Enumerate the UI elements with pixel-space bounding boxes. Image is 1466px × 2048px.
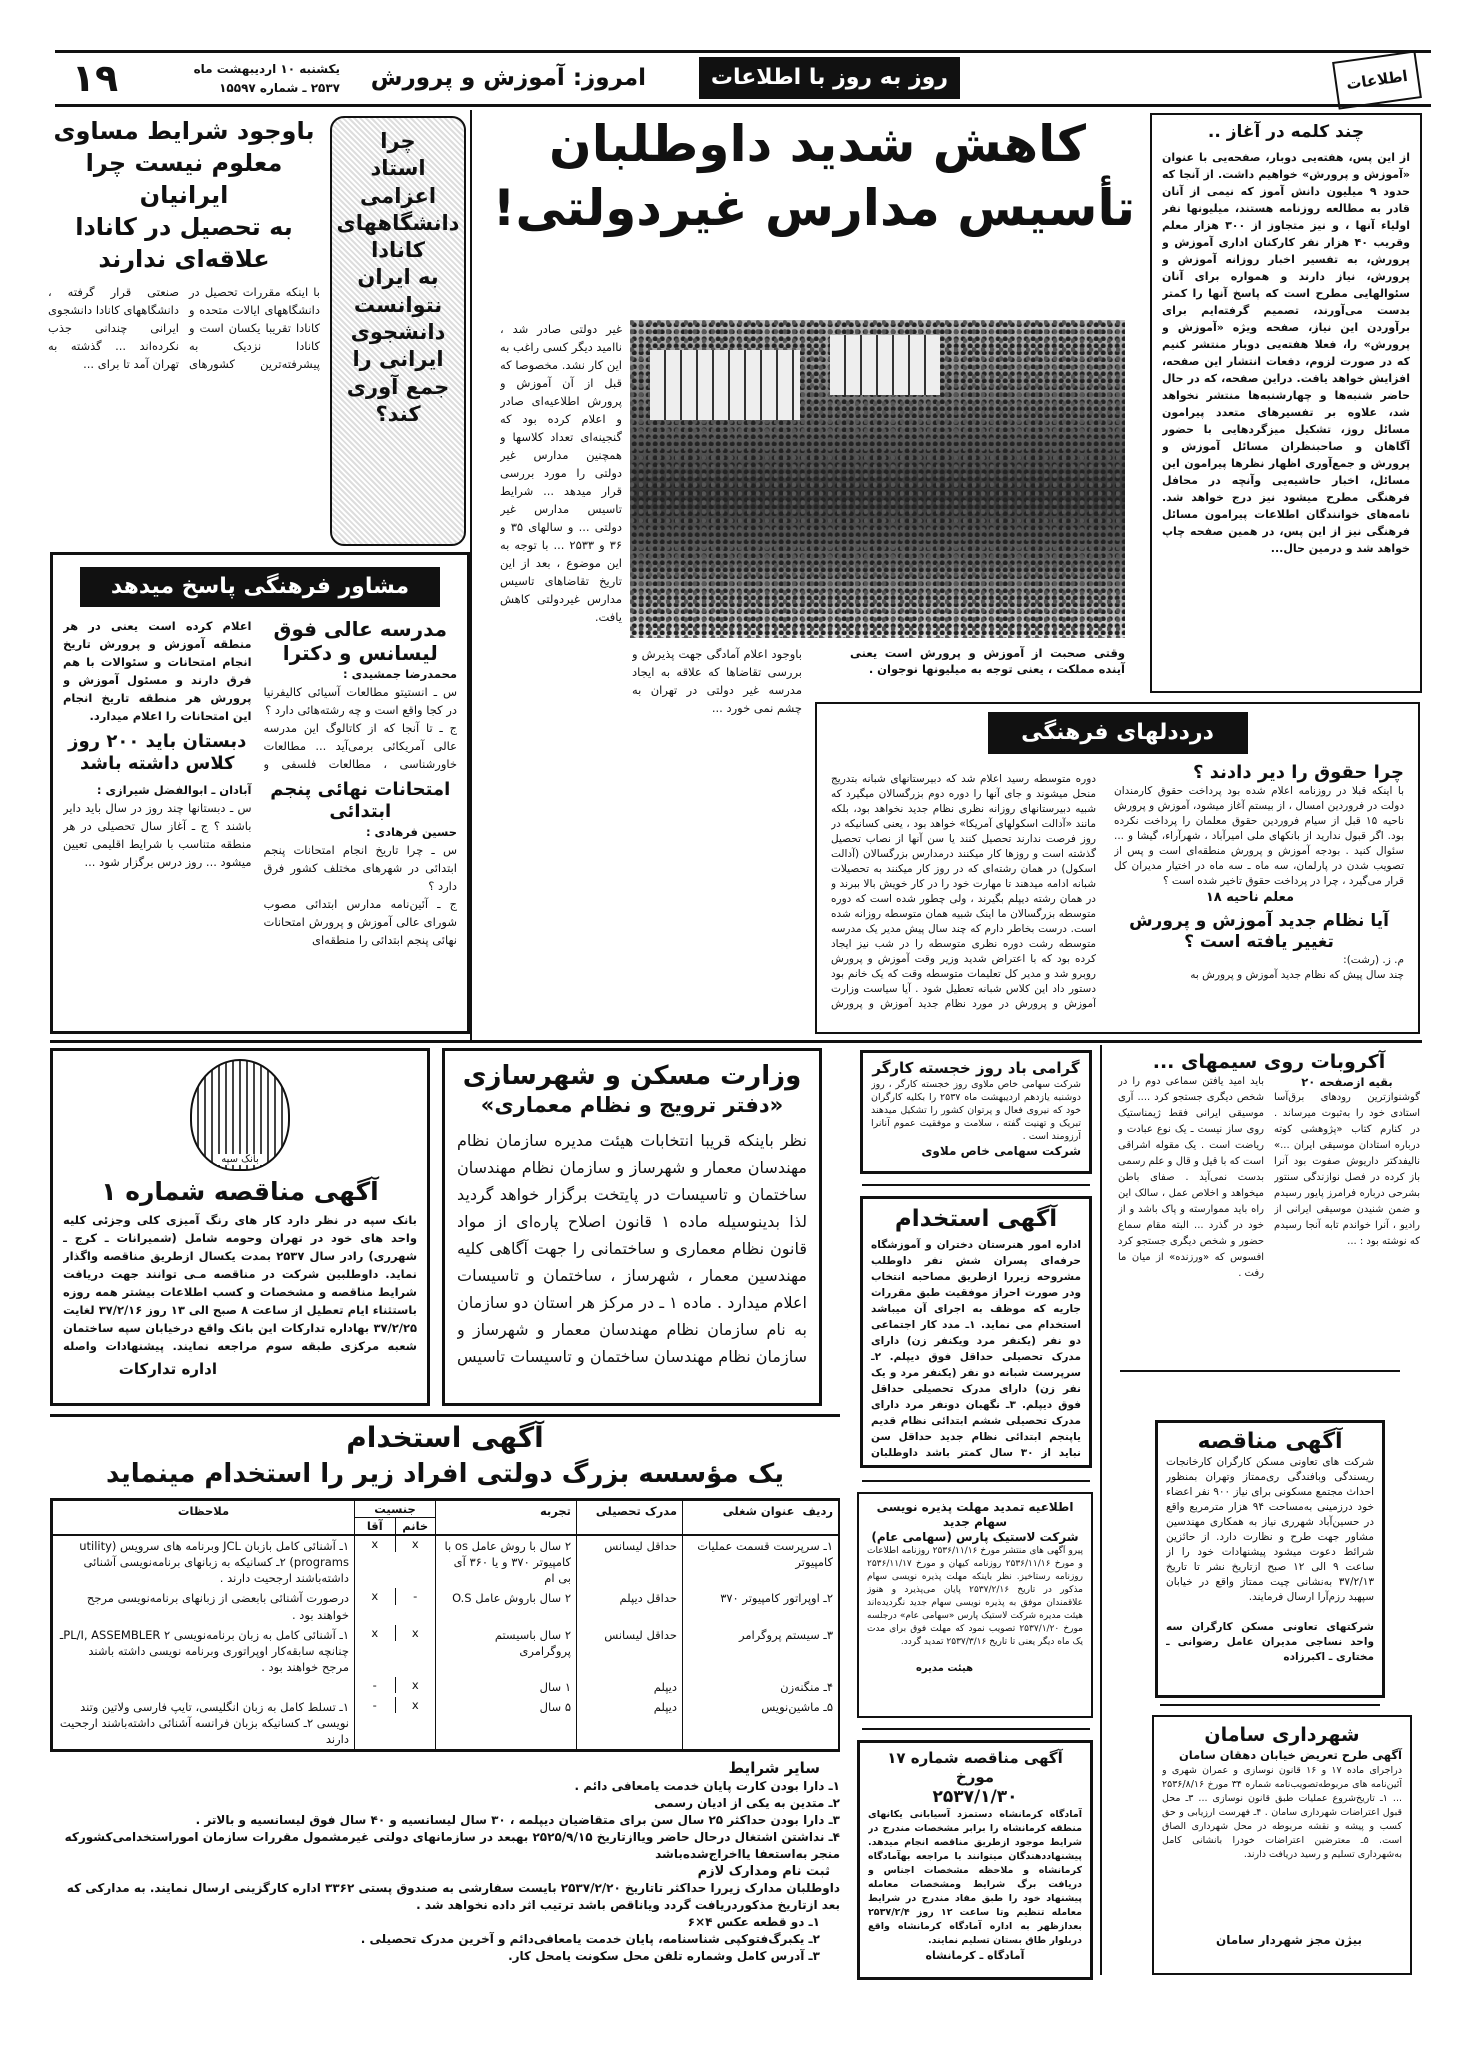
text-line: به ایران bbox=[357, 265, 439, 290]
tender-17-date: ۲۵۳۷/۱/۳۰ bbox=[932, 1787, 1018, 1807]
headline-line: باوجود شرایط مساوی bbox=[53, 117, 315, 145]
column-divider bbox=[1100, 1045, 1102, 1975]
female-header: خانم bbox=[395, 1518, 436, 1534]
intro-column bbox=[1150, 113, 1422, 693]
main-headline-line-2: تأسیس مدارس غیردولتی! bbox=[492, 179, 1135, 237]
complaint-1-body: با اینکه قبلا در روزنامه اعلام شده بود پرداخت حقوق کارمندان دولت در فروردین امسال ، از بیستم آغاز میشود، آموزش و پرورش ناحیه ۱۵ قبل از سیام فروردین حقوق معلمان را پرداخت نکرده بود. اگر قبول ندارید از بانکهای ملی امیرآباد ، شهرآراء، گیشا و ... سئوال کنید . بودجه آموزش و پرورش منطقه‌ای است و پس از تصویب شدن در پارلمان، سه ماه ـ سه ماه در اختیار مدیران کل قرار می‌گیرد ، چرا در پرداخت حقوق تاخیر شده است ؟ bbox=[1114, 785, 1404, 887]
condition-item: ۳ـ دارا بودن حداکثر ۲۵ سال سن برای متقاضیان دیپلمه ، ۳۰ سال لیسانسیه و ۴۰ سال فوق لیسانسیه و بالاتر . bbox=[195, 1813, 840, 1828]
bank-emblem bbox=[190, 1059, 290, 1171]
complaints-columns bbox=[831, 762, 1404, 1012]
female-cell: x bbox=[395, 1697, 436, 1713]
complaints-section bbox=[815, 702, 1420, 1034]
school-hiring-ad bbox=[860, 1196, 1092, 1468]
advisor-section bbox=[50, 552, 470, 1034]
education-cell: حداقل لیسانس bbox=[577, 1625, 683, 1677]
advisor-q2-title: امتحانات نهائی پنجم ابتدائی bbox=[270, 779, 451, 822]
page-number: ۱۹ bbox=[71, 56, 119, 100]
text-line: کند؟ bbox=[375, 401, 421, 426]
complaint-2-body-cont: دوره متوسطه رسید اعلام شد که دبیرستانهای شبانه بتدریج منحل میشوند و جای آنها را دوره دوم بزرگسالان میگیرد که شبیه دبیرستانهای روزانه نظری نظام جدید نخواهد بود، بلکه مانند «آدالت اسکولهای آمریکا» خواهد بود ، یعنی کسانیکه در روز فرصت ندارند تحصیل کنند یا سن آنها از نصاب تحصیل گذشته است و روزها کار میکنند درمدارس بزرگسالان (آدالت اسکول) در همان رشته‌ای که در روز کار میکنند به تحصیلات شبانه ادامه میدهند تا مهارت خود را در کار خویش بالا ببرند و در همان رشته دیپلم بگیرند ، ولی چطور شده است که دوره متوسطه بزرگسالان ما اینک شبیه همان متوسطه روزانه شده است. درست بخاطر دارم که چند سال پیش مدیر یک مدرسه متوسطه رشت دوره نظری متوسطه را در شب نیز ایجاد کرده بود که با اعتراض شدید وزیر وقت آموزش و پرورش روبرو شد و مدیر کل تعلیمات متوسطه وقت که یک خانم بود دستور داد این کلاس شبانه تعطیل شود . آیا سیاست وزارت آموزش و پرورش در مورد نظام جدید آموزش و پرورش bbox=[831, 773, 1096, 1010]
canada-article-headline bbox=[48, 115, 320, 275]
male-cell: - bbox=[372, 1698, 377, 1713]
shares-notice-title: اطلاعیه تمدید مهلت پذیره نویسی سهام جدید bbox=[876, 1500, 1074, 1529]
col-header-education: مدرک تحصیلی bbox=[577, 1501, 683, 1535]
hiring-ad-subtitle: یک مؤسسه بزرگ دولتی افراد زیر را استخدام مینماید bbox=[106, 1459, 784, 1489]
experience-cell: ۲ سال باروش عامل O.S bbox=[436, 1588, 577, 1624]
advisor-column-right bbox=[264, 617, 457, 949]
advisor-q2-answer-cont: اعلام کرده است یعنی در هر منطقه آموزش و پرورش تاریخ انجام امتحانات و سئوالات با هم فرق دارند و مسئول آموزش و پرورش هر منطقه تاریخ انجام این امتحانات را اعلام میدارد. bbox=[63, 619, 252, 723]
document-item: ۲ـ یکبرگ‌فتوکپی شناسنامه، پایان خدمت یامعافی‌دائم و آخرین مدرک تحصیلی . bbox=[360, 1932, 820, 1947]
text-line: کانادا bbox=[371, 238, 425, 263]
coop-tender-title: آگهی مناقصه bbox=[1197, 1429, 1343, 1454]
photo-building bbox=[830, 335, 940, 395]
condition-item: ۲ـ متدین به یکی از ادیان رسمی bbox=[654, 1796, 840, 1811]
acrobat-body-right: گوشنوازترین رودهای برق‌آسا استادی خود را به‌ثبوت میرساند . در کنارم کتاب «پژوهشی کوته درباره استادان موسیقی ایران ...» نالیفدکتر داریوش صفوت بود آنرا باز کرده در فصل نوازندگی سنتور بشرحی درباره فرامرز پایور رسیدم و ضمن شنیدن موسیقی ایرانی از رادیو ، آنرا خواندم تابه آنجا رسیدم که نوشته بود : ... bbox=[1274, 1092, 1420, 1247]
ministry-ad-title: وزارت مسکن و شهرسازی bbox=[462, 1061, 802, 1091]
text-line: نتوانست bbox=[353, 292, 443, 317]
tender-17-signature: آمادگاه ـ کرمانشاه bbox=[925, 1949, 1025, 1962]
male-cell: x bbox=[371, 1589, 379, 1604]
complaint-1-signature: معلم ناحیه ۱۸ bbox=[1205, 890, 1294, 905]
advisor-columns bbox=[63, 617, 457, 949]
job-cell: ۵ـ ماشین‌نویس bbox=[683, 1697, 839, 1749]
advisor-title: مشاور فرهنگی پاسخ میدهد bbox=[80, 567, 440, 607]
gender-cell bbox=[355, 1697, 436, 1749]
section-name: امروز: آموزش و پرورش bbox=[370, 65, 646, 91]
canada-article-body: با اینکه مقررات تحصیل در دانشگاههای ایالات متحده و کانادا تقریبا یکسان است و کانادا نزدیک به پیشرفته‌ترین کشورهای صنعتی قرار گرفته ، دانشگاههای کانادا دانشجوی ایرانی چندانی جذب نکرده‌اند ... گذشته به تهران آمد تا برای ... bbox=[48, 285, 320, 371]
documents-title: ثبت نام ومدارک لازم bbox=[697, 1864, 830, 1880]
ad-divider bbox=[1160, 1704, 1380, 1706]
notes-cell bbox=[53, 1677, 355, 1697]
male-cell: - bbox=[372, 1677, 377, 1692]
notes-cell: ۱ـ تسلط کامل به زبان انگلیسی، تایپ فارسی ولاتین وتند نویسی ۲ـ کسانیکه بزبان فرانسه آشنائی داشته‌باشند ارجحیت دارند bbox=[53, 1697, 355, 1749]
kermanshah-tender-ad bbox=[857, 1740, 1093, 1980]
saman-signature: بیژن مجز شهردار سامان bbox=[1215, 1933, 1362, 1947]
bank-ad-body: بانک سپه در نظر دارد کار های رنگ آمیزی کلی وجزئی کلیه واحد های خود در تهران وحومه شامل (شمیرانات ـ کرج ـ شهرری) رادر سال ۲۵۳۷ بمدت یکسال ازطریق مناقصه واگذار نماید. داوطلبین شرکت در مناقصه مـی توانند جهت دریافت شرایط مناقصه و مشخصات و کسب اطلاعات بیشتر همه روزه باستثناء ایام تعطیل از ساعت ۸ صبح الی ۱۳ روز ۳۷/۲/۱۶ لغایت ۳۷/۲/۲۵ بهاداره تدارکات این بانک واقع درخیابان سپه ساختمان شعبه مرکزی طبقه سوم مراجعه نمایند. پیشنهادات واصله bbox=[63, 1213, 417, 1353]
main-article-column-2: باوجود اعلام آمادگی جهت پذیرش و بررسی تقاضاها که علاقه به ایجاد مدرسه غیر دولتی در تهران به چشم نمی خورد ... bbox=[632, 647, 802, 715]
housing-coop-tender-ad bbox=[1155, 1420, 1385, 1698]
masthead-top-rule bbox=[55, 50, 1431, 53]
school-hiring-body: اداره امور هنرستان دختران و آموزشگاه حرفه‌ای پسران شش نفر داوطلب مشروحه زیررا ازطریق مصاحبه انتخاب ودر صورت احراز موفقیت طبق مقررات جاریه که موظف به اجرای آن میباشد استخدام می نماید. ۱ـ مدد کار اجتماعی دو نفر (یکنفر مرد ویکنفر زن) دارای مدرک تحصیلی حداقل فوق دیپلم. ۲ـ سرپرست شبانه دو نفر (یکنفر مرد و یک نفر زن) دارای مدرک تحصیلی حداقل فوق دیپلم. ۳ـ نگهبان دونفر مرد دارای مدرک تحصیلی ششم ابتدائی نظام قدیم یاپنجم ابتدائی نظام جدید حداقل سن نباید از ۳۰ سال کمتر باشد داوطلبان bbox=[871, 1239, 1081, 1459]
text-line: اعزامی bbox=[359, 183, 437, 208]
tender-17-body: آمادگاه کرمانشاه دستمزد آسیابانی یکانهای منطقه کرمانشاه را برابر مشخصات مندرج در شرایط موجود ازطریق مناقصه انجام میدهد. پیشنهاددهندگان میتوانند با مراجعه بهآمادگاه کرمانشاه و ملاحظه مشخصات اجناس و دریافت برگ شرایط ومشخصات معامله پیشنهاد خود را طبق مفاد مندرج در شرایط معامله تنظیم وتا ساعت ۱۲ روز ۲۵۳۷/۲/۴ بعدازظهر به اداره آمادگاه کرمانشاه واقع دربلوار طاق بستان تسلیم نمایند. bbox=[868, 1809, 1082, 1946]
female-cell: x bbox=[395, 1677, 436, 1693]
newspaper-logo: اطلاعات bbox=[1332, 50, 1422, 109]
advisor-q3-title: دبستان باید ۲۰۰ روز کلاس داشته باشد bbox=[68, 731, 247, 774]
advisor-q1-answer: ج ـ تا آنجا که از کاتالوگ این مدرسه عالی آمریکائی برمی‌آید ... مطالعات خاورشناسی ، مطالعات فلسفی و bbox=[263, 721, 457, 771]
labor-day-ad bbox=[860, 1050, 1092, 1174]
advisor-q2-answer: ج ـ آئین‌نامه مدارس ابتدائی مصوب شورای عالی آموزش و پرورش امتحانات نهائی پنجم ابتدائی را منطقه‌ای bbox=[263, 897, 457, 947]
document-item: ۱ـ دو قطعه عکس ۴×۶ bbox=[687, 1915, 820, 1930]
saman-municipality-ad bbox=[1152, 1715, 1412, 1975]
hiring-ad-title: آگهی استخدام bbox=[346, 1421, 544, 1454]
job-cell: ۱ـ سرپرست قسمت عملیات کامپیوتر bbox=[683, 1535, 839, 1588]
ministry-ad-subtitle: «دفتر ترویج و نظام معماری» bbox=[480, 1093, 784, 1117]
advisor-q1-title: مدرسه عالی فوق لیسانس و دکترا bbox=[273, 617, 448, 665]
male-cell: x bbox=[371, 1537, 379, 1552]
hiring-ad bbox=[50, 1420, 840, 1965]
acrobat-title: آکروبات روی سیمهای ... bbox=[1152, 1051, 1386, 1073]
notes-cell: ۱ـ آشنائی کامل به زبان برنامه‌نویسی PL/I, ASSEMBLER ۲ـ چنانچه سابقه‌کار اوپراتوری وبرنامه نویسی داشته باشند مرجح خواهند بود . bbox=[53, 1625, 355, 1677]
section-divider bbox=[50, 1040, 1422, 1043]
advisor-q2-question: س ـ چرا تاریخ انجام امتحانات پنجم ابتدائی در شهرهای مختلف کشور فرق دارد ؟ bbox=[263, 843, 457, 893]
notes-cell: ۱ـ آشنائی کامل بازبان JCL وبرنامه های سرویس (utility programs) ۲ـ کسانیکه به زبانهای برنامه‌نویسی آشنائی داشته‌باشند ارجحیت دارند . bbox=[53, 1535, 355, 1588]
issue-date bbox=[125, 60, 340, 98]
gender-cell bbox=[355, 1535, 436, 1588]
other-conditions bbox=[50, 1758, 840, 1965]
intro-body: از این پس، هفته‌یی دوبار، صفحه‌یی با عنوان «آموزش و پرورش» خواهیم داشت. از آنجا که حدود ۹ میلیون دانش آموز که نیمی از آنان قادر به مطالعه روزنامه هستند، میلیونها نفر اولیاء آنها ، و نیز متجاوز از ۳۰۰ هزار معلم وقریب ۴۰ هزار نفر کارکنان اداری آموزش و پرورش، به تفسیر اخبار روزانه آموزش و پرورش، نیاز دارند و همواره برای آنان سئوالهایی مطرح است که پاسخ آنها را کمتر بدست می‌آورند، تصمیم گرفته‌ایم برای برآوردن این نیاز، صفحه ویژه «آموزش و پرورش» را، فعلا هفته‌یی دوبار منتشر کنیم که در صورت لزوم، دفعات انتشار این صفحه، افزایش خواهد یافت. دراین صفحه، که در حال حاضر شنبه‌ها و چهارشنبه‌ها منتشر نخواهد شد، علاوه بر تفسیرهای متعدد پیرامون مسائل روز، تشکیل میزگردهایی با حضور آگاهان و صاحبنظران مسائل آموزش و پرورش و جمع‌آوری اظهار نظرها پیرامون این مسائل، اخبار حاشیه‌یی وآنچه در محافل فرهنگی مطرح میشود نیز درج خواهد شد. نامه‌های خوانندگان اطلاعات پیرامون مسائل فرهنگی نیز از این پس، در همین صفحه چاپ خواهد شد و درمین حال... bbox=[1162, 150, 1410, 555]
complaints-title: درددلهای فرهنگی bbox=[988, 712, 1248, 754]
photo-caption: وقتی صحبت از آموزش و پرورش است یعنی آینده مملکت ، یعنی توجه به میلیونها نوجوان . bbox=[850, 646, 1125, 676]
experience-cell: ۱ سال bbox=[436, 1677, 577, 1697]
gender-cell bbox=[355, 1677, 436, 1697]
job-cell: ۴ـ منگنه‌زن bbox=[683, 1677, 839, 1697]
saman-body: دراجرای ماده ۱۷ و ۱۶ قانون نوسازی و عمران شهری و آئین‌نامه های مربوطه‌تصویب‌نامه شماره ۳۴ مورخ ۲۵۳۶/۸/۱۶ ... ۱ـ تاریخ‌شروع عملیات طبق قانون نوسازی ... ۳ـ محل قبول اعتراضات شهرداری سامان . ۴ـ فهرست ارزیابی و حق کسب و پیشه و نقشه مربوطه در محل شهرداری الصاق است. ۵ـ معترضین اعتراضات خودرا بانشانی کامل به‌شهرداری تسلیم و رسید دریافت دارند. bbox=[1162, 1765, 1402, 1860]
ad-divider bbox=[862, 1184, 1090, 1186]
experience-cell: ۲ سال با روش عامل os با کامپیوتر ۳۷۰ و یا ۳۶۰ آی بی ام bbox=[436, 1535, 577, 1588]
experience-cell: ۲ سال باسیستم پروگرامری bbox=[436, 1625, 577, 1677]
col-header-row: ردیف bbox=[802, 1504, 833, 1518]
date-line: یکشنبه ۱۰ اردیبهشت ماه bbox=[193, 62, 340, 76]
coop-tender-body: شرکت های تعاونی مسکن کارگران کارخانجات ریسندگی وبافندگی ری‌ممتاز وتهران بمنظور احداث مجتمع مسکونی برای نیاز ۹۰۰ نفر اعضاء خود درزمینی به‌مساحت ۹۴ هزار مترمربع واقع در حسین‌آباد شهرری نیاز به همکاری مهندسین مشاور جهت طرح و نظارت دارد. از حائزین شرائط دعوت میشود پیشنهادات خود را از ساعت ۹ الی ۱۲ صبح ازتاریخ نشر تا تاریخ ۳۷/۲/۱۳ به‌نشانی چیت ممتاز واقع در خیابان سپهبد رزم‌آرا ارسال فرمایند. bbox=[1166, 1456, 1374, 1603]
gender-cell bbox=[355, 1588, 436, 1624]
male-header: آقا bbox=[366, 1519, 383, 1534]
condition-item: ۴ـ نداشتن اشتغال درحال حاضر ویاازتاریخ ۲۵۲۵/۹/۱۵ بهبعد در سازمانهای دولتی غیرمشمول مقررات سازمان اموراستخدامی‌کشورکه منجر به‌استعفا یااخراج‌شده‌باشد bbox=[64, 1830, 840, 1862]
canada-box-text bbox=[332, 128, 464, 428]
ad-divider bbox=[1120, 1370, 1400, 1372]
school-crowd-photo bbox=[630, 320, 1125, 638]
text-line: ایرانی را bbox=[352, 347, 444, 372]
education-cell: دیپلم bbox=[577, 1697, 683, 1749]
main-headline-line-1: کاهش شدید داوطلبان bbox=[549, 115, 1086, 173]
complaint-1-title: چرا حقوق را دیر دادند ؟ bbox=[1193, 762, 1404, 783]
table-row bbox=[53, 1588, 839, 1624]
headline-line: معلوم نیست چرا ایرانیان bbox=[85, 149, 283, 209]
advisor-column-left bbox=[63, 617, 252, 949]
complaint-2-author: م. ز. (رشت): bbox=[1343, 954, 1404, 966]
text-line: دانشگاههای bbox=[336, 210, 460, 235]
table-row bbox=[53, 1535, 839, 1588]
shares-notice-signature: هیئت مدیره bbox=[915, 1663, 973, 1674]
table-row bbox=[53, 1697, 839, 1749]
positions-table bbox=[50, 1498, 840, 1752]
main-article-column: غیر دولتی صادر شد ، ناامید دیگر کسی راغب به این کار نشد. مخصوصا که قبل از آن آموزش و پرورش اطلاعیه‌ای صادر و اعلام کرده بود که گنجینه‌ای تعداد کلاسها و همچنین مدارس غیر دولتی را مورد بررسی قرار میدهد ... شرایط تاسیس مدارس غیر دولتی ... و سالهای ۳۵ و ۳۶ و ۲۵۳۳ ... با توجه به این موضوع ، بعد از این تاریخ تقاضاهای تاسیس مدارس غیردولتی کاهش یافت. bbox=[500, 322, 622, 624]
canada-article bbox=[48, 115, 320, 543]
condition-item: ۱ـ دارا بودن کارت پایان خدمت یامعافی دائم . bbox=[574, 1779, 840, 1794]
continued-from-label: بقیه ازصفحه ۲۰ bbox=[1301, 1075, 1393, 1089]
ad-divider bbox=[50, 1414, 840, 1417]
ad-divider bbox=[862, 1728, 1090, 1730]
advisor-q1-author: محمدرضا جمشیدی : bbox=[343, 667, 457, 681]
gender-header: جنسیت bbox=[355, 1501, 435, 1518]
labor-day-signature: شرکت سهامی خاص ملاوی bbox=[921, 1144, 1081, 1158]
documents-intro: داوطلبان مدارک زیررا حداکثر تاتاریخ ۲۵۳۷/۲/۲۰ بایست سفارشی به صندوق پستی ۳۳۶۲ اداره کارگزینی ارسال نمایند. به مدارکی که بعد ازتاریخ مذکوردریافت گردد ویاناقص باشد ترتیب اثر داده نخواهد شد . bbox=[66, 1881, 840, 1913]
ministry-ad-body: نظر باینکه قریبا انتخابات هیئت مدیره سازمان نظام مهندسان معمار و شهرساز و سازمان نظام مهندسان ساختمان و تاسیسات در پایتخت برگزار خواهد گردید لذا بدینوسیله ماده ۱ قانون اصلاح پاره‌ای از مواد قانون نظام معماری و ساختمانی را جهت آگاهی کلیه مهندسین معمار ، شهرساز ، ساختمان و تاسیسات اعلام میدارد . ماده ۱ ـ در مرکز هر استان دو سازمان به نام سازمان نظام مهندسان معمار و شهرساز و سازمان نظام مهندسان ساختمان و تاسیسات تاسیس bbox=[457, 1131, 807, 1366]
col-header-experience: تجربه bbox=[436, 1501, 577, 1535]
headline-line: علاقه‌ای ندارند bbox=[98, 245, 270, 273]
coop-tender-signature: شرکتهای تعاونی مسکن کارگران سه واحد نساجی مدیران عامل رضوانی ـ مختاری ـ اکبرزاده bbox=[1166, 1621, 1374, 1663]
advisor-q3-body: س ـ دبستانها چند روز در سال باید دایر باشند ؟ ج ـ آغاز سال تحصیلی در هر منطقه متناسب با شرایط اقلیمی تعیین میشود ... روز درس برگزار شود ... bbox=[63, 801, 252, 869]
document-item: ۳ـ آدرس کامل وشماره تلفن محل سکونت یامحل کار. bbox=[508, 1949, 820, 1964]
bank-sepah-tender-ad bbox=[50, 1048, 430, 1406]
photo-building bbox=[650, 350, 800, 420]
labor-day-title: گرامی باد روز خجسته کارگر bbox=[872, 1059, 1080, 1077]
advisor-q2-author: حسین فرهادی : bbox=[365, 825, 457, 839]
acrobat-body-left: باید امید یافتن سماعی دوم را در شخص دیگری جستجو کرد .... آری موسیقی ایرانی فقط ژیمناستیک روی ساز نیست ـ یک نوع عبادت و ریاضت است . یک مقوله اشراقی است که با قیل و قال و علم رسمی بدست نمی‌آید . صفای باطن میخواهد و اخلاص عمل ، سالک این راه باید مموارسته و پاک باشد و از خود در گذرد ... البته مقام سماع حضور و شخص دیگری جستجو کرد افسوس که «ورزنده» از میان ما رفت . bbox=[1118, 1076, 1264, 1279]
ad-divider bbox=[862, 1480, 1090, 1482]
education-cell: حداقل دیپلم bbox=[577, 1588, 683, 1624]
notes-cell: درصورت آشنائی بابعضی از زبانهای برنامه‌نویسی مرجح خواهند بود . bbox=[53, 1588, 355, 1624]
experience-cell: ۵ سال bbox=[436, 1697, 577, 1749]
acrobat-columns bbox=[1118, 1074, 1420, 1346]
column-divider bbox=[470, 110, 472, 1040]
acrobat-article bbox=[1118, 1050, 1420, 1362]
male-cell: x bbox=[371, 1625, 379, 1640]
gender-subheaders bbox=[355, 1518, 435, 1534]
tender-17-title: آگهی مناقصه شماره ۱۷ مورخ bbox=[887, 1749, 1063, 1786]
text-line: دانشجوی bbox=[350, 320, 446, 345]
job-cell: ۲ـ اوپراتور کامپیوتر ۳۷۰ bbox=[683, 1588, 839, 1624]
col-header-job-title: عنوان شغلی bbox=[722, 1504, 795, 1518]
female-cell: x bbox=[395, 1625, 436, 1641]
section-title-box: روز به روز با اطلاعات bbox=[699, 57, 960, 99]
education-cell: دیپلم bbox=[577, 1677, 683, 1697]
canada-question-box bbox=[330, 116, 466, 546]
female-cell: - bbox=[395, 1588, 436, 1604]
job-cell: ۳ـ سیستم پروگرامر bbox=[683, 1625, 839, 1677]
col-header-gender bbox=[355, 1501, 436, 1535]
pars-tire-shares-notice bbox=[857, 1492, 1093, 1718]
complaints-column-right bbox=[1114, 762, 1404, 1012]
labor-day-body: شرکت سهامی خاص ملاوی روز خجسته کارگر ، روز دوشنبه یازدهم اردیبهشت ماه ۲۵۳۷ را بکلیه کارگران خود که نیروی فعال و پرتوان کشور را تشکیل میدهند تبریک و تهنیت گفته ، سلامت و موفقیت عموم آنانرا آرزومند است . bbox=[871, 1079, 1081, 1142]
acrobat-column-right bbox=[1274, 1074, 1420, 1346]
advisor-q3-author: آبادان ـ ابوالفضل شیرازی : bbox=[96, 783, 252, 797]
headline-line: به تحصیل در کانادا bbox=[75, 213, 293, 241]
issue-number: ۲۵۳۷ ـ شماره ۱۵۵۹۷ bbox=[219, 81, 340, 95]
education-cell: حداقل لیسانس bbox=[577, 1535, 683, 1588]
gender-cell bbox=[355, 1625, 436, 1677]
shares-notice-company: شرکت لاستیک پارس (سهامی عام) bbox=[871, 1530, 1079, 1544]
saman-subtitle: آگهی طرح تعریض خیابان دهقان سامان bbox=[1178, 1748, 1402, 1762]
col-header-job bbox=[683, 1501, 839, 1535]
bank-emblem-label: بانک سپه bbox=[217, 1154, 263, 1165]
table-row bbox=[53, 1677, 839, 1697]
shares-notice-body: پیرو آگهی های منتشر مورخ ۲۵۳۶/۱۱/۱۶ روزنامه اطلاعات و مورخ ۲۵۳۶/۱۱/۱۶ روزنامه کیهان و مورخ ۲۵۳۶/۱۱/۱۷ روزنامه رستاخیز. نظر باینکه مهلت پذیره نویسی سهام مذکور در تاریخ ۲۵۳۷/۲/۱۶ پایان می‌پذیرد و هنوز علاقمندان موفق به پذیره نویسی سهام جدید نگردیده‌اند هیئت مدیره شرکت لاستیک پارس «سهامی عام» درجلسه مورخ ۲۵۳۷/۱/۲۰ تصویب نمود که مهلت فوق برای مدت یک ماه دیگر یعنی تا تاریخ ۲۵۳۷/۳/۱۶ تمدید گردد. bbox=[867, 1546, 1083, 1647]
main-headline bbox=[492, 112, 1135, 240]
text-line: چرا bbox=[380, 129, 416, 153]
saman-title: شهرداری سامان bbox=[1204, 1724, 1360, 1746]
col-header-notes: ملاحظات bbox=[53, 1501, 355, 1535]
school-hiring-title: آگهی استخدام bbox=[894, 1206, 1058, 1232]
table-row bbox=[53, 1625, 839, 1677]
positions-table-body bbox=[53, 1535, 839, 1749]
female-cell: x bbox=[395, 1536, 436, 1552]
bank-ad-signature: اداره تدارکات bbox=[118, 1360, 217, 1378]
masthead-bottom-rule bbox=[55, 104, 1431, 107]
intro-title: چند کلمه در آغاز .. bbox=[1207, 122, 1365, 142]
complaint-2-body: چند سال پیش که نظام جدید آموزش و پرورش به bbox=[1190, 969, 1404, 981]
bank-ad-title: آگهی مناقصه شماره ۱ bbox=[101, 1177, 379, 1206]
conditions-title: سایر شرایط bbox=[728, 1759, 820, 1778]
complaint-2-title: آیا نظام جدید آموزش و پرورش تغییر یافته است ؟ bbox=[1129, 911, 1389, 952]
text-line: استاد bbox=[370, 156, 426, 181]
advisor-q1-question: س ـ انستیتو مطالعات آسیائی کالیفرنیا در کجا واقع است و چه رشته‌هائی دارد ؟ bbox=[263, 685, 457, 717]
housing-ministry-ad bbox=[442, 1048, 822, 1406]
text-line: جمع آوری bbox=[346, 374, 450, 399]
